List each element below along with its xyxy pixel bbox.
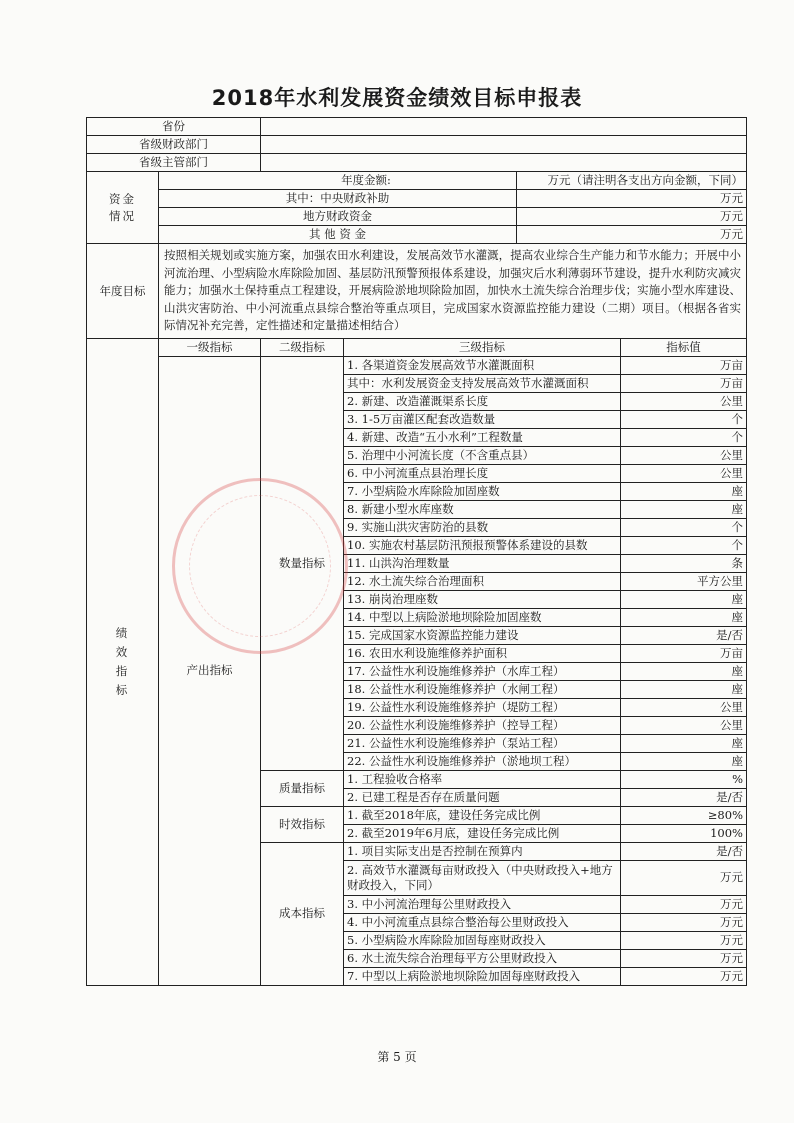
header-label: 省级主管部门 (87, 154, 261, 172)
level3-indicator-name: 1. 各渠道资金发展高效节水灌溉面积 (344, 356, 621, 374)
funding-row (87, 172, 747, 190)
col-header-level1: 一级指标 (159, 338, 261, 356)
indicator-value-field[interactable]: 个 (621, 410, 747, 428)
indicator-value-field[interactable]: 个 (621, 536, 747, 554)
funding-row (87, 208, 747, 226)
indicator-value-field[interactable]: 100% (621, 824, 747, 842)
funding-section-label: 资金 情况 (87, 172, 159, 244)
level3-indicator-name: 1. 工程验收合格率 (344, 770, 621, 788)
level3-indicator-name: 11. 山洪沟治理数量 (344, 554, 621, 572)
level3-indicator-name: 2. 新建、改造灌溉渠系长度 (344, 392, 621, 410)
indicator-value-field[interactable]: 座 (621, 482, 747, 500)
header-value-field[interactable] (261, 154, 747, 172)
indicator-value-field[interactable]: 座 (621, 608, 747, 626)
header-row (87, 118, 747, 136)
funding-source-label: 地方财政资金 (159, 208, 517, 226)
funding-source-label: 其中：中央财政补助 (159, 190, 517, 208)
level3-indicator-name: 6. 水土流失综合治理每平方公里财政投入 (344, 949, 621, 967)
page-number: 第 5 页 (377, 1050, 417, 1064)
indicator-value-field[interactable]: 是/否 (621, 842, 747, 860)
level3-indicator-name: 13. 崩岗治理座数 (344, 590, 621, 608)
indicator-value-field[interactable]: 万元 (621, 967, 747, 985)
indicator-value-field[interactable]: 条 (621, 554, 747, 572)
indicator-value-field[interactable]: 是/否 (621, 626, 747, 644)
header-row (87, 154, 747, 172)
level3-indicator-name: 7. 中型以上病险淤地坝除险加固每座财政投入 (344, 967, 621, 985)
level3-indicator-name: 4. 中小河流重点县综合整治每公里财政投入 (344, 913, 621, 931)
level3-indicator-name: 16. 农田水利设施维修养护面积 (344, 644, 621, 662)
indicator-value-field[interactable]: 座 (621, 662, 747, 680)
level3-indicator-name: 8. 新建小型水库座数 (344, 500, 621, 518)
header-row (87, 136, 747, 154)
level3-indicator-name: 7. 小型病险水库除险加固座数 (344, 482, 621, 500)
level3-indicator-name: 3. 1-5万亩灌区配套改造数量 (344, 410, 621, 428)
indicator-value-field[interactable]: 平方公里 (621, 572, 747, 590)
indicator-header-row (87, 338, 747, 356)
funding-row (87, 190, 747, 208)
header-label: 省份 (87, 118, 261, 136)
level3-indicator-name: 9. 实施山洪灾害防治的县数 (344, 518, 621, 536)
level3-indicator-name: 3. 中小河流治理每公里财政投入 (344, 895, 621, 913)
level3-indicator-name: 1. 截至2018年底，建设任务完成比例 (344, 806, 621, 824)
level3-indicator-name: 5. 小型病险水库除险加固每座财政投入 (344, 931, 621, 949)
annual-amount-value[interactable]: 万元（请注明各支出方向金额，下同） (517, 172, 747, 190)
funding-row (87, 226, 747, 244)
level3-indicator-name: 22. 公益性水利设施维修养护（淤地坝工程） (344, 752, 621, 770)
level3-indicator-name: 21. 公益性水利设施维修养护（泵站工程） (344, 734, 621, 752)
indicator-value-field[interactable]: 座 (621, 590, 747, 608)
level1-indicator-output: 产出指标 (159, 356, 261, 985)
level3-indicator-name: 2. 高效节水灌溉每亩财政投入（中央财政投入+地方财政投入，下同） (344, 860, 621, 895)
funding-source-label: 其 他 资 金 (159, 226, 517, 244)
annual-goal-text[interactable]: 按照相关规划或实施方案，加强农田水利建设，发展高效节水灌溉，提高农业综合生产能力和节水能力；开展中小河流治理、小型病险水库除险加固、基层防汛预警预报体系建设，加强灾后水利薄弱环节建设，提升水利防灾减灾能力；加强水土保持重点工程建设，开展病险淤地坝除险加固，加快水土流失综合治理步伐；实施小型水库建设、山洪灾害防治、中小河流重点县综合整治等重点项目，完成国家水资源监控能力建设（二期）项目。（根据各省实际情况补充完善，定性描述和定量描述相结合） (159, 244, 747, 339)
level3-indicator-name: 17. 公益性水利设施维修养护（水库工程） (344, 662, 621, 680)
indicator-value-field[interactable]: 公里 (621, 446, 747, 464)
indicator-value-field[interactable]: 公里 (621, 716, 747, 734)
level3-indicator-name: 14. 中型以上病险淤地坝除险加固座数 (344, 608, 621, 626)
level3-indicator-name: 19. 公益性水利设施维修养护（堤防工程） (344, 698, 621, 716)
level2-indicator: 成本指标 (261, 842, 344, 985)
funding-source-value[interactable]: 万元 (517, 208, 747, 226)
level3-indicator-name: 4. 新建、改造“五小水利”工程数量 (344, 428, 621, 446)
indicator-value-field[interactable]: 万亩 (621, 356, 747, 374)
level2-indicator: 质量指标 (261, 770, 344, 806)
indicator-value-field[interactable]: 个 (621, 428, 747, 446)
page-title: 2018年水利发展资金绩效目标申报表 (211, 86, 583, 110)
col-header-level3: 三级指标 (344, 338, 621, 356)
annual-amount-label: 年度金额: (159, 172, 517, 190)
indicator-value-field[interactable]: 万元 (621, 913, 747, 931)
level3-indicator-name: 2. 截至2019年6月底，建设任务完成比例 (344, 824, 621, 842)
table-row (87, 356, 747, 374)
indicator-value-field[interactable]: 万元 (621, 860, 747, 895)
indicator-value-field[interactable]: ≥80% (621, 806, 747, 824)
level3-indicator-name: 其中：水利发展资金支持发展高效节水灌溉面积 (344, 374, 621, 392)
funding-source-value[interactable]: 万元 (517, 226, 747, 244)
indicator-value-field[interactable]: 万元 (621, 895, 747, 913)
level3-indicator-name: 15. 完成国家水资源监控能力建设 (344, 626, 621, 644)
indicator-value-field[interactable]: 公里 (621, 464, 747, 482)
indicator-value-field[interactable]: 座 (621, 752, 747, 770)
level3-indicator-name: 10. 实施农村基层防汛预报预警体系建设的县数 (344, 536, 621, 554)
level3-indicator-name: 20. 公益性水利设施维修养护（控导工程） (344, 716, 621, 734)
level3-indicator-name: 5. 治理中小河流长度（不含重点县） (344, 446, 621, 464)
indicator-value-field[interactable]: 个 (621, 518, 747, 536)
col-header-value: 指标值 (621, 338, 747, 356)
header-value-field[interactable] (261, 118, 747, 136)
indicator-value-field[interactable]: 万亩 (621, 644, 747, 662)
indicator-value-field[interactable]: 座 (621, 680, 747, 698)
level3-indicator-name: 2. 已建工程是否存在质量问题 (344, 788, 621, 806)
indicator-value-field[interactable]: 万亩 (621, 374, 747, 392)
header-value-field[interactable] (261, 136, 747, 154)
indicator-value-field[interactable]: 公里 (621, 392, 747, 410)
indicator-value-field[interactable]: 是/否 (621, 788, 747, 806)
annual-goal-label: 年度目标 (87, 244, 159, 339)
indicator-value-field[interactable]: 公里 (621, 698, 747, 716)
level3-indicator-name: 1. 项目实际支出是否控制在预算内 (344, 842, 621, 860)
level2-indicator: 数量指标 (261, 356, 344, 770)
level2-indicator: 时效指标 (261, 806, 344, 842)
indicator-value-field[interactable]: 座 (621, 734, 747, 752)
performance-target-form (86, 117, 747, 986)
level3-indicator-name: 18. 公益性水利设施维修养护（水闸工程） (344, 680, 621, 698)
level3-indicator-name: 6. 中小河流重点县治理长度 (344, 464, 621, 482)
level3-indicator-name: 12. 水土流失综合治理面积 (344, 572, 621, 590)
performance-indicators-label: 绩 效 指 标 (87, 338, 159, 985)
header-label: 省级财政部门 (87, 136, 261, 154)
col-header-level2: 二级指标 (261, 338, 344, 356)
funding-source-value[interactable]: 万元 (517, 190, 747, 208)
indicator-value-field[interactable]: 座 (621, 500, 747, 518)
annual-goal-row (87, 244, 747, 339)
indicator-value-field[interactable]: % (621, 770, 747, 788)
indicator-value-field[interactable]: 万元 (621, 949, 747, 967)
indicator-value-field[interactable]: 万元 (621, 931, 747, 949)
